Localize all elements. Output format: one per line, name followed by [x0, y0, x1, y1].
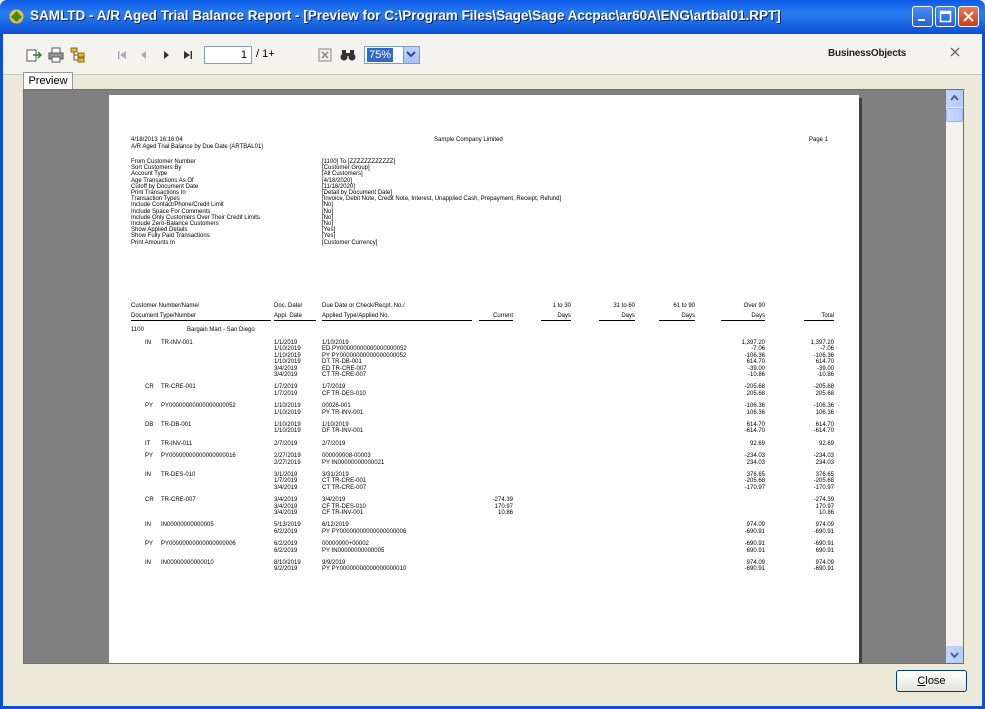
row-cell-date: 3/4/2019 — [274, 510, 298, 516]
row-cell-over90: -690.91 — [744, 566, 765, 573]
row-cell-over90: 974.09 — [746, 522, 765, 529]
row-cell-due: 1/10/2019 — [322, 422, 349, 428]
row-cell-due: 00000000+00002 — [322, 541, 369, 548]
chevron-down-icon — [404, 47, 418, 61]
row-cell-date: 6/2/2019 — [274, 541, 298, 548]
column-header: Current — [492, 313, 513, 319]
row-cell-date: 3/4/2019 — [274, 503, 298, 510]
criteria-value: [No] — [322, 202, 334, 209]
row-cell-date: 3/4/2019 — [274, 484, 298, 491]
row-cell-over90: -690.91 — [744, 541, 765, 548]
row-cell-over90: -205.68 — [744, 384, 765, 391]
row-cell-due: PY IN00000000000005 — [322, 547, 385, 554]
row-cell-current: -274.39 — [492, 497, 513, 504]
row-cell-total: -274.39 — [813, 497, 834, 504]
row-cell-doc: TR-CRE-007 — [161, 497, 196, 504]
row-cell-total: -10.86 — [816, 372, 834, 378]
criteria-label: Transaction Types — [131, 196, 180, 203]
column-header: Total — [821, 313, 834, 319]
row-cell-over90: -10.86 — [747, 372, 765, 378]
preview-toolbar — [3, 34, 982, 75]
row-cell-due: DT TR-DB-001 — [322, 359, 362, 366]
print-button[interactable] — [47, 47, 65, 63]
stop-icon — [318, 48, 332, 62]
row-cell-total: -106.36 — [813, 352, 834, 359]
next-page-icon — [160, 49, 172, 61]
row-cell-date: 6/2/2019 — [274, 547, 298, 554]
maximize-button[interactable] — [935, 6, 956, 27]
zoom-value: 75% — [369, 49, 392, 61]
row-cell-date: 2/27/2019 — [274, 459, 301, 466]
company-name: Sample Company Limited — [434, 137, 503, 143]
page-label: Page 1 — [809, 137, 829, 143]
row-cell-due: 3/4/2019 — [322, 497, 346, 504]
criteria-value: [Yes] — [322, 227, 336, 234]
row-cell-total: -170.97 — [813, 484, 834, 491]
row-cell-type: PY — [145, 453, 154, 460]
row-cell-date: 1/10/2019 — [274, 422, 301, 428]
row-cell-doc: PY00000000000000000052 — [161, 403, 236, 410]
criteria-value: [No] — [322, 214, 334, 221]
row-cell-total: -7.06 — [820, 346, 834, 353]
row-cell-over90: 92.69 — [749, 440, 765, 447]
criteria-value: [Customer Currency] — [322, 239, 378, 246]
header-underline — [479, 320, 513, 321]
criteria-label: Show Applied Details — [131, 227, 188, 234]
row-cell-due: 000000008-00003 — [322, 453, 371, 460]
row-cell-date: 2/7/2019 — [274, 440, 298, 447]
close-icon — [959, 7, 978, 26]
row-cell-due: 1/7/2019 — [322, 384, 346, 391]
close-button-label: lose — [925, 675, 946, 687]
row-cell-due: DF TR-INV-001 — [322, 428, 364, 435]
row-cell-current: 170.97 — [494, 503, 513, 510]
row-cell-date: 3/4/2019 — [274, 497, 298, 504]
criteria-label: Include Space For Comments — [131, 208, 211, 215]
column-header: Over 90 — [743, 303, 765, 309]
export-icon — [26, 47, 42, 63]
row-cell-due: 9/9/2019 — [322, 560, 346, 566]
last-page-button[interactable] — [181, 47, 195, 63]
criteria-label: Print Amounts In — [131, 239, 176, 246]
criteria-label: Cutoff by Document Date — [131, 183, 199, 190]
row-cell-due: CT TR-CRE-001 — [322, 478, 367, 485]
page-number-input[interactable]: 1 — [204, 46, 252, 64]
column-header: Days — [557, 313, 571, 319]
row-cell-doc: TR-INV-001 — [161, 340, 193, 346]
row-cell-type: DB — [145, 422, 154, 428]
row-cell-date: 1/10/2019 — [274, 359, 301, 366]
row-cell-type: CR — [145, 497, 154, 504]
row-cell-over90: 974.09 — [746, 560, 765, 566]
criteria-value: [No] — [322, 221, 334, 227]
row-cell-total: 614.70 — [815, 422, 834, 428]
row-cell-total: -614.70 — [813, 428, 834, 435]
criteria-value: [Customer Group] — [322, 165, 370, 172]
close-tab-button[interactable] — [950, 46, 960, 60]
first-page-icon — [116, 49, 128, 61]
group-tree-button[interactable] — [69, 47, 87, 63]
row-cell-total: 10.86 — [818, 510, 834, 516]
row-cell-date: 1/10/2019 — [274, 403, 301, 410]
close-button[interactable] — [896, 670, 967, 692]
row-cell-date: 1/7/2019 — [274, 478, 298, 485]
row-cell-due: PY PY00000000000000000052 — [322, 352, 407, 359]
vertical-scrollbar[interactable] — [946, 90, 963, 663]
column-header: Doc. Date/ — [274, 303, 303, 309]
criteria-value: [1100] To [ZZZZZZZZZZZZ] — [322, 159, 396, 165]
window-client — [3, 34, 982, 706]
search-button[interactable] — [339, 47, 357, 63]
header-underline — [721, 320, 765, 321]
row-cell-type: IN — [145, 522, 151, 529]
criteria-label: Include Only Customers Over Their Credit Limits — [131, 214, 260, 221]
row-cell-over90: 614.70 — [746, 359, 765, 366]
row-cell-due: ED PY00000000000000000052 — [322, 346, 407, 353]
column-header: 1 to 30 — [552, 303, 571, 309]
header-underline — [274, 320, 316, 321]
column-header: Customer Number/Name/ — [131, 303, 200, 309]
row-cell-due: 3/31/2019 — [322, 472, 349, 478]
window-close-button[interactable] — [958, 6, 979, 27]
next-page-button[interactable] — [159, 47, 173, 63]
header-underline — [659, 320, 695, 321]
row-cell-due: PY PY00000000000000000010 — [322, 566, 407, 573]
header-underline — [131, 320, 271, 321]
row-cell-doc: TR-DES-010 — [161, 472, 196, 478]
row-cell-due: PY IN00000000000021 — [322, 459, 385, 466]
scroll-thumb[interactable] — [946, 108, 963, 122]
row-cell-doc: IN00000000000005 — [161, 522, 214, 529]
criteria-value: [Yes] — [322, 233, 336, 240]
criteria-value: [Invoice, Debit Note, Credit Note, Interest, Unapplied Cash, Prepayment, Receipt, Refund] — [322, 196, 562, 203]
row-cell-doc: PY00000000000000000016 — [161, 453, 236, 460]
row-cell-total: 974.09 — [815, 560, 834, 566]
row-cell-doc: IN00000000000010 — [161, 560, 214, 566]
header-underline — [599, 320, 635, 321]
criteria-label: Include Zero-Balance Customers — [131, 221, 219, 227]
row-cell-total: 205.68 — [815, 390, 834, 397]
row-cell-type: IN — [145, 560, 151, 566]
row-cell-date: 9/2/2019 — [274, 566, 298, 573]
row-cell-date: 1/10/2019 — [274, 409, 301, 416]
row-cell-doc: TR-DB-001 — [161, 422, 192, 428]
row-cell-over90: 376.65 — [746, 472, 765, 478]
previous-page-button[interactable] — [137, 47, 151, 63]
row-cell-over90: -690.91 — [744, 528, 765, 535]
column-header: Days — [621, 313, 635, 319]
row-cell-doc: TR-INV-011 — [161, 440, 193, 447]
header-underline — [804, 320, 834, 321]
row-cell-doc: TR-CRE-001 — [161, 384, 196, 391]
column-header: Applied Type/Applied No. — [322, 313, 390, 319]
arrow-down-icon — [947, 647, 962, 662]
row-cell-over90: 234.03 — [746, 459, 765, 466]
row-cell-over90: 1,397.20 — [741, 340, 765, 346]
row-cell-total: -39.00 — [816, 365, 834, 372]
row-cell-due: PY PY00000000000000000006 — [322, 528, 407, 535]
row-cell-total: -234.03 — [813, 453, 834, 460]
row-cell-total: -690.91 — [813, 566, 834, 573]
report-viewport[interactable] — [23, 89, 964, 664]
row-cell-due: CF TR-INV-001 — [322, 510, 364, 516]
row-cell-type: IT — [145, 440, 151, 447]
export-button[interactable] — [25, 47, 43, 63]
tab-preview[interactable]: Preview — [23, 72, 73, 89]
row-cell-date: 2/27/2019 — [274, 453, 301, 460]
row-cell-over90: -614.70 — [744, 428, 765, 435]
row-cell-total: 106.36 — [815, 409, 834, 416]
row-cell-total: 614.70 — [815, 359, 834, 366]
row-cell-due: ED TR-CRE-007 — [322, 365, 367, 372]
criteria-label: From Customer Number — [131, 159, 196, 165]
last-page-icon — [182, 49, 194, 61]
column-header: Document Type/Number — [131, 313, 196, 319]
row-cell-total: -690.91 — [813, 528, 834, 535]
printer-icon — [48, 47, 64, 63]
row-cell-date: 1/7/2019 — [274, 390, 298, 397]
row-cell-date: 6/2/2019 — [274, 528, 298, 535]
row-cell-type: CR — [145, 384, 154, 391]
page-total-label: / 1+ — [256, 48, 275, 60]
dialog-footer — [3, 666, 982, 706]
criteria-label: Sort Customers By — [131, 165, 182, 172]
row-cell-doc: PY00000000000000000006 — [161, 541, 236, 548]
criteria-label: Age Transactions As Of — [131, 177, 194, 184]
scroll-up-button[interactable] — [946, 90, 963, 107]
first-page-button[interactable] — [115, 47, 129, 63]
row-cell-due: 00026-001 — [322, 403, 351, 410]
title-bar[interactable] — [0, 0, 985, 34]
column-header: 61 to 90 — [673, 303, 695, 309]
row-cell-date: 5/13/2019 — [274, 522, 301, 529]
criteria-label: Include Contact/Phone/Credit Limit — [131, 202, 224, 209]
row-cell-over90: -7.06 — [751, 346, 765, 353]
column-header: Appl. Date — [274, 313, 303, 319]
row-cell-due: CF TR-DES-010 — [322, 503, 366, 510]
row-cell-total: 234.03 — [815, 459, 834, 466]
row-cell-due: PY TR-INV-001 — [322, 409, 364, 416]
report-page — [109, 95, 859, 664]
row-cell-total: -690.91 — [813, 541, 834, 548]
binoculars-icon — [340, 48, 356, 62]
zoom-select[interactable] — [364, 46, 420, 64]
row-cell-total: -205.68 — [813, 478, 834, 485]
row-cell-date: 3/4/2019 — [274, 365, 298, 372]
row-cell-type: IN — [145, 340, 151, 346]
header-underline — [322, 320, 472, 321]
row-cell-over90: -170.97 — [744, 484, 765, 491]
row-cell-over90: -234.03 — [744, 453, 765, 460]
row-cell-total: -106.36 — [813, 403, 834, 410]
customer-number: 1100 — [131, 327, 144, 333]
row-cell-over90: 690.91 — [746, 547, 765, 554]
row-cell-over90: -106.36 — [744, 352, 765, 359]
header-underline — [541, 320, 571, 321]
row-cell-current: 10.86 — [497, 510, 513, 516]
customer-name: Bargain Mart - San Diego — [187, 327, 255, 333]
row-cell-over90: -106.36 — [744, 403, 765, 410]
row-cell-due: CT TR-CRE-007 — [322, 484, 367, 491]
report-subtitle: A/R Aged Trial Balance by Due Date (ARTBAL01) — [131, 144, 264, 150]
tree-icon — [70, 47, 86, 63]
row-cell-date: 1/10/2019 — [274, 346, 301, 353]
close-tab-icon — [950, 47, 960, 57]
close-button-accel: C — [917, 675, 926, 687]
row-cell-type: PY — [145, 541, 154, 548]
arrow-up-icon — [947, 91, 962, 106]
previous-page-icon — [138, 49, 150, 61]
businessobjects-logo: BusinessObjects — [828, 48, 907, 59]
minimize-icon — [913, 7, 932, 26]
criteria-label: Show Fully Paid Transactions — [131, 233, 210, 240]
criteria-value: [No] — [322, 208, 334, 215]
criteria-value: [4/18/2020] — [322, 177, 353, 184]
row-cell-total: -205.68 — [813, 384, 834, 391]
minimize-button[interactable] — [912, 6, 933, 27]
row-cell-over90: 106.36 — [746, 409, 765, 416]
row-cell-total: 170.97 — [815, 503, 834, 510]
column-header: Days — [681, 313, 695, 319]
row-cell-date: 1/10/2019 — [274, 352, 301, 359]
row-cell-over90: -39.00 — [747, 365, 765, 372]
row-cell-due: 2/7/2019 — [322, 440, 346, 447]
row-cell-due: 6/12/2019 — [322, 522, 349, 529]
report-timestamp: 4/18/2013 16:16:04 — [131, 137, 183, 143]
column-header: Days — [751, 313, 765, 319]
row-cell-total: 92.69 — [818, 440, 834, 447]
row-cell-over90: -205.68 — [744, 478, 765, 485]
row-cell-due: CT TR-CRE-007 — [322, 372, 367, 378]
row-cell-over90: 614.70 — [746, 422, 765, 428]
criteria-label: Print Transactions In — [131, 190, 186, 196]
column-header: 31 to 60 — [613, 303, 635, 309]
row-cell-date: 3/1/2019 — [274, 472, 298, 478]
row-cell-type: IN — [145, 472, 151, 478]
app-icon — [8, 8, 25, 25]
row-cell-due: 1/10/2019 — [322, 340, 349, 346]
row-cell-type: PY — [145, 403, 154, 410]
window-title: SAMLTD - A/R Aged Trial Balance Report - [Preview for C:\Program Files\Sage\Sage Accpac\ar60A\ENG\artbal01.RPT] — [30, 8, 781, 23]
row-cell-date: 3/4/2019 — [274, 372, 298, 378]
row-cell-total: 376.65 — [815, 472, 834, 478]
scroll-down-button[interactable] — [946, 646, 963, 663]
criteria-value: [11/18/2020] — [322, 183, 355, 190]
row-cell-total: 974.09 — [815, 522, 834, 529]
column-header: Due Date or Check/Recpt. No./ — [322, 303, 405, 309]
maximize-icon — [936, 7, 955, 26]
row-cell-date: 1/1/2019 — [274, 340, 298, 346]
criteria-label: Account Type — [131, 171, 168, 178]
row-cell-date: 8/10/2019 — [274, 560, 301, 566]
row-cell-date: 1/10/2019 — [274, 428, 301, 435]
stop-button[interactable] — [317, 47, 333, 63]
row-cell-total: 690.91 — [815, 547, 834, 554]
row-cell-date: 1/7/2019 — [274, 384, 298, 391]
row-cell-over90: 205.68 — [746, 390, 765, 397]
row-cell-due: CF TR-DES-010 — [322, 390, 366, 397]
criteria-value: [Detail by Document Date] — [322, 190, 393, 196]
zoom-dropdown-button[interactable] — [403, 47, 419, 63]
row-cell-total: 1,397.20 — [810, 340, 834, 346]
criteria-value: [All Customers] — [322, 171, 363, 178]
